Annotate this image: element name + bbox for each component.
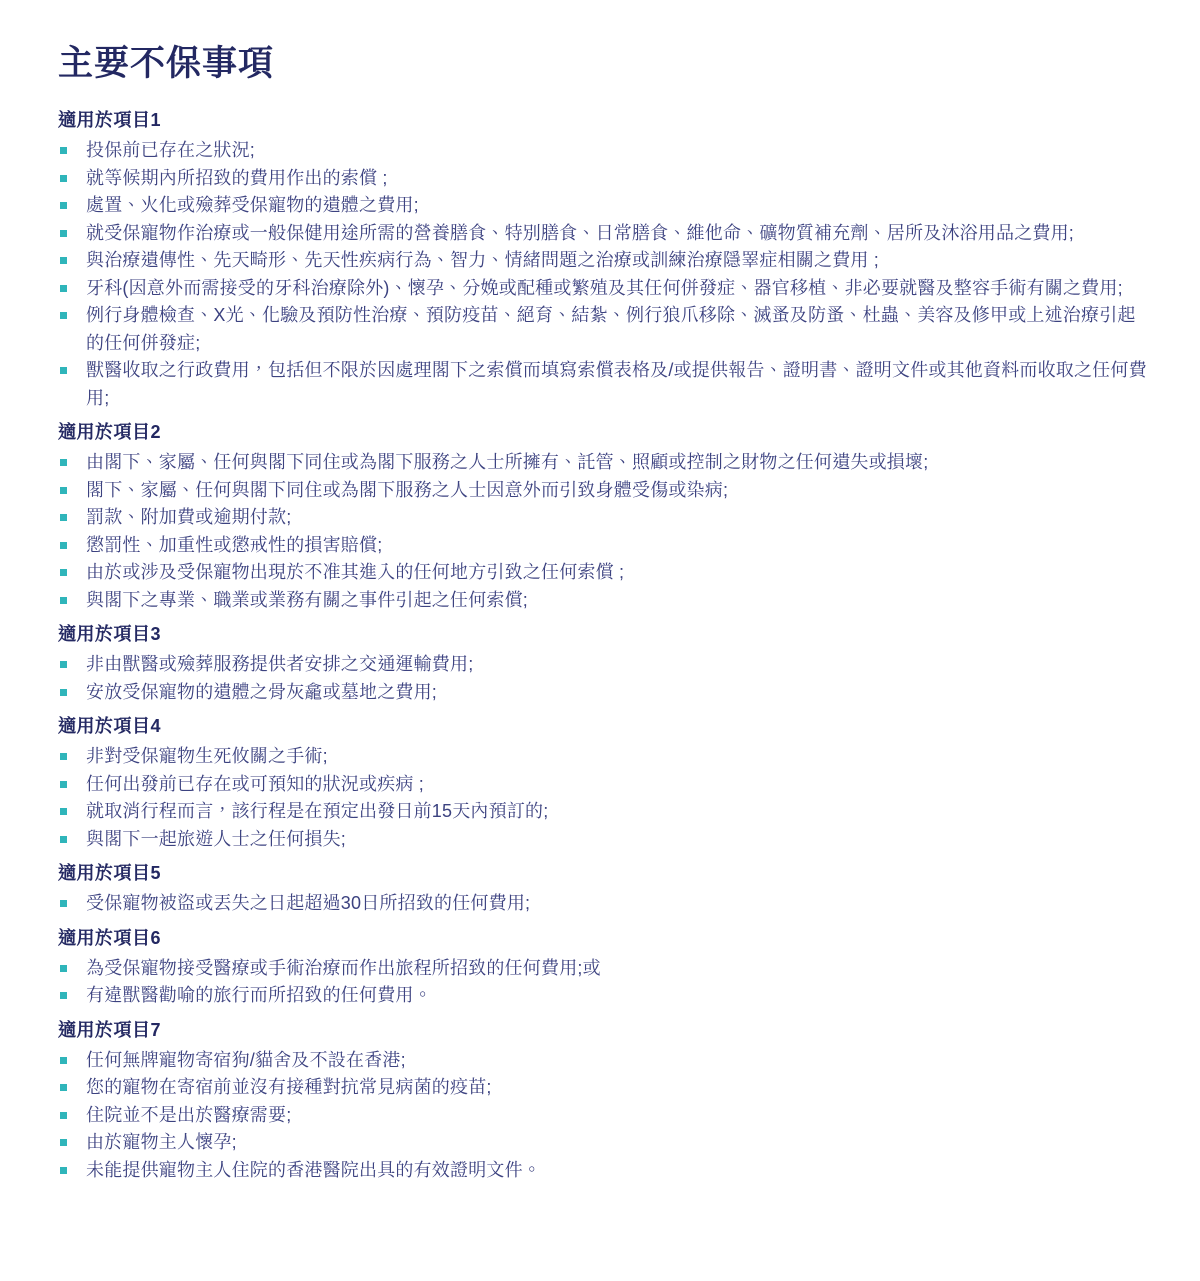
exclusion-list bbox=[58, 449, 1148, 614]
list-item-text: 懲罰性、加重性或懲戒性的損害賠償; bbox=[86, 534, 383, 555]
exclusion-section bbox=[58, 928, 1148, 1010]
square-bullet-icon bbox=[60, 597, 67, 604]
list-item bbox=[58, 651, 1148, 679]
list-item-text: 處置、火化或殮葬受保寵物的遺體之費用; bbox=[86, 195, 419, 215]
list-item-text: 任何出發前已存在或可預知的狀況或疾病 ; bbox=[86, 773, 424, 794]
square-bullet-icon bbox=[60, 175, 67, 182]
square-bullet-icon bbox=[60, 514, 67, 521]
exclusion-list bbox=[58, 890, 1148, 918]
list-item bbox=[58, 826, 1148, 854]
exclusion-list bbox=[58, 1047, 1148, 1185]
list-item-text: 投保前已存在之狀況; bbox=[86, 140, 255, 160]
list-item-text: 未能提供寵物主人住院的香港醫院出具的有效證明文件。 bbox=[86, 1159, 541, 1180]
square-bullet-icon bbox=[60, 285, 67, 292]
exclusion-section bbox=[58, 422, 1148, 614]
list-item bbox=[58, 302, 1148, 357]
square-bullet-icon bbox=[60, 1112, 67, 1119]
list-item bbox=[58, 1129, 1148, 1157]
list-item bbox=[58, 1102, 1148, 1130]
list-item bbox=[58, 247, 1148, 275]
list-item bbox=[58, 955, 1148, 983]
section-heading: 適用於項目3 bbox=[58, 624, 162, 644]
list-item-text: 就取消行程而言，該行程是在預定出發日前15天內預訂的; bbox=[86, 801, 549, 821]
list-item-text: 為受保寵物接受醫療或手術治療而作出旅程所招致的任何費用;或 bbox=[86, 957, 601, 978]
exclusion-section bbox=[58, 110, 1148, 412]
square-bullet-icon bbox=[60, 836, 67, 843]
square-bullet-icon bbox=[60, 312, 67, 319]
list-item bbox=[58, 982, 1148, 1010]
list-item bbox=[58, 165, 1148, 193]
list-item bbox=[58, 890, 1148, 918]
square-bullet-icon bbox=[60, 753, 67, 760]
square-bullet-icon bbox=[60, 147, 67, 154]
list-item-text: 有違獸醫勸喻的旅行而所招致的任何費用。 bbox=[86, 985, 432, 1005]
square-bullet-icon bbox=[60, 900, 67, 907]
list-item-text: 與閣下之專業、職業或業務有關之事件引起之任何索償; bbox=[86, 589, 528, 610]
list-item bbox=[58, 477, 1148, 505]
list-item bbox=[58, 559, 1148, 587]
list-item-text: 與治療遺傳性、先天畸形、先天性疾病行為、智力、情緒問題之治療或訓練治療隱睪症相關之費用 ; bbox=[86, 250, 879, 270]
list-item bbox=[58, 1157, 1148, 1185]
list-item-text: 安放受保寵物的遺體之骨灰龕或墓地之費用; bbox=[86, 681, 437, 702]
exclusion-section bbox=[58, 624, 1148, 706]
list-item bbox=[58, 743, 1148, 771]
list-item bbox=[58, 1074, 1148, 1102]
list-item-text: 獸醫收取之行政費用，包括但不限於因處理閣下之索償而填寫索償表格及/或提供報告、證明書、證明文件或其他資料而收取之任何費用; bbox=[86, 360, 1147, 408]
square-bullet-icon bbox=[60, 781, 67, 788]
list-item-text: 受保寵物被盜或丟失之日起超過30日所招致的任何費用; bbox=[86, 893, 531, 913]
list-item bbox=[58, 357, 1148, 412]
list-item bbox=[58, 137, 1148, 165]
exclusion-list bbox=[58, 651, 1148, 706]
exclusion-list bbox=[58, 137, 1148, 412]
list-item bbox=[58, 798, 1148, 826]
list-item-text: 您的寵物在寄宿前並沒有接種對抗常見病菌的疫苗; bbox=[86, 1077, 492, 1097]
square-bullet-icon bbox=[60, 367, 67, 374]
list-item-text: 與閣下一起旅遊人士之任何損失; bbox=[86, 828, 346, 849]
square-bullet-icon bbox=[60, 230, 67, 237]
exclusion-list bbox=[58, 955, 1148, 1010]
list-item-text: 例行身體檢查、X光、化驗及預防性治療、預防疫苗、絕育、結紮、例行狼爪移除、滅蚤及防蚤、杜蟲、美容及修甲或上述治療引起的任何併發症; bbox=[86, 305, 1136, 353]
list-item-text: 由於或涉及受保寵物出現於不准其進入的任何地方引致之任何索償 ; bbox=[86, 562, 625, 582]
square-bullet-icon bbox=[60, 992, 67, 999]
exclusion-section bbox=[58, 863, 1148, 918]
exclusion-list bbox=[58, 743, 1148, 853]
section-heading: 適用於項目7 bbox=[58, 1019, 162, 1040]
list-item-text: 由於寵物主人懷孕; bbox=[86, 1132, 237, 1152]
square-bullet-icon bbox=[60, 1057, 67, 1064]
square-bullet-icon bbox=[60, 689, 67, 696]
square-bullet-icon bbox=[60, 487, 67, 494]
list-item bbox=[58, 220, 1148, 248]
square-bullet-icon bbox=[60, 1139, 67, 1146]
square-bullet-icon bbox=[60, 965, 67, 972]
page-title: 主要不保事項 bbox=[58, 44, 275, 83]
list-item bbox=[58, 532, 1148, 560]
square-bullet-icon bbox=[60, 542, 67, 549]
list-item-text: 閣下、家屬、任何與閣下同住或為閣下服務之人士因意外而引致身體受傷或染病; bbox=[86, 479, 729, 500]
square-bullet-icon bbox=[60, 569, 67, 576]
square-bullet-icon bbox=[60, 202, 67, 209]
list-item bbox=[58, 771, 1148, 799]
square-bullet-icon bbox=[60, 661, 67, 668]
square-bullet-icon bbox=[60, 808, 67, 815]
section-heading: 適用於項目5 bbox=[58, 863, 162, 883]
list-item bbox=[58, 1047, 1148, 1075]
list-item-text: 牙科(因意外而需接受的牙科治療除外)、懷孕、分娩或配種或繁殖及其任何併發症、器官移植、非必要就醫及整容手術有關之費用; bbox=[86, 277, 1123, 298]
list-item-text: 任何無牌寵物寄宿狗/貓舍及不設在香港; bbox=[86, 1049, 406, 1070]
list-item-text: 罰款、附加費或逾期付款; bbox=[86, 507, 292, 527]
list-item bbox=[58, 275, 1148, 303]
exclusion-section bbox=[58, 1020, 1148, 1185]
list-item bbox=[58, 449, 1148, 477]
list-item-text: 就等候期內所招致的費用作出的索償 ; bbox=[86, 167, 388, 188]
list-item bbox=[58, 679, 1148, 707]
square-bullet-icon bbox=[60, 459, 67, 466]
sections-container bbox=[58, 110, 1148, 1184]
section-heading: 適用於項目6 bbox=[58, 927, 162, 948]
list-item-text: 住院並不是出於醫療需要; bbox=[86, 1104, 292, 1125]
exclusion-section bbox=[58, 716, 1148, 853]
square-bullet-icon bbox=[60, 257, 67, 264]
square-bullet-icon bbox=[60, 1167, 67, 1174]
list-item-text: 由閣下、家屬、任何與閣下同住或為閣下服務之人士所擁有、託管、照顧或控制之財物之任何遺失或損壞; bbox=[86, 452, 929, 472]
square-bullet-icon bbox=[60, 1084, 67, 1091]
list-item-text: 就受保寵物作治療或一般保健用途所需的營養膳食、特別膳食、日常膳食、維他命、礦物質補充劑、居所及沐浴用品之費用; bbox=[86, 222, 1074, 243]
section-heading: 適用於項目1 bbox=[58, 110, 162, 130]
list-item-text: 非對受保寵物生死攸關之手術; bbox=[86, 746, 328, 766]
section-heading: 適用於項目4 bbox=[58, 716, 162, 736]
list-item bbox=[58, 192, 1148, 220]
section-heading: 適用於項目2 bbox=[58, 422, 162, 442]
list-item bbox=[58, 587, 1148, 615]
list-item-text: 非由獸醫或殮葬服務提供者安排之交通運輸費用; bbox=[86, 654, 474, 674]
list-item bbox=[58, 504, 1148, 532]
